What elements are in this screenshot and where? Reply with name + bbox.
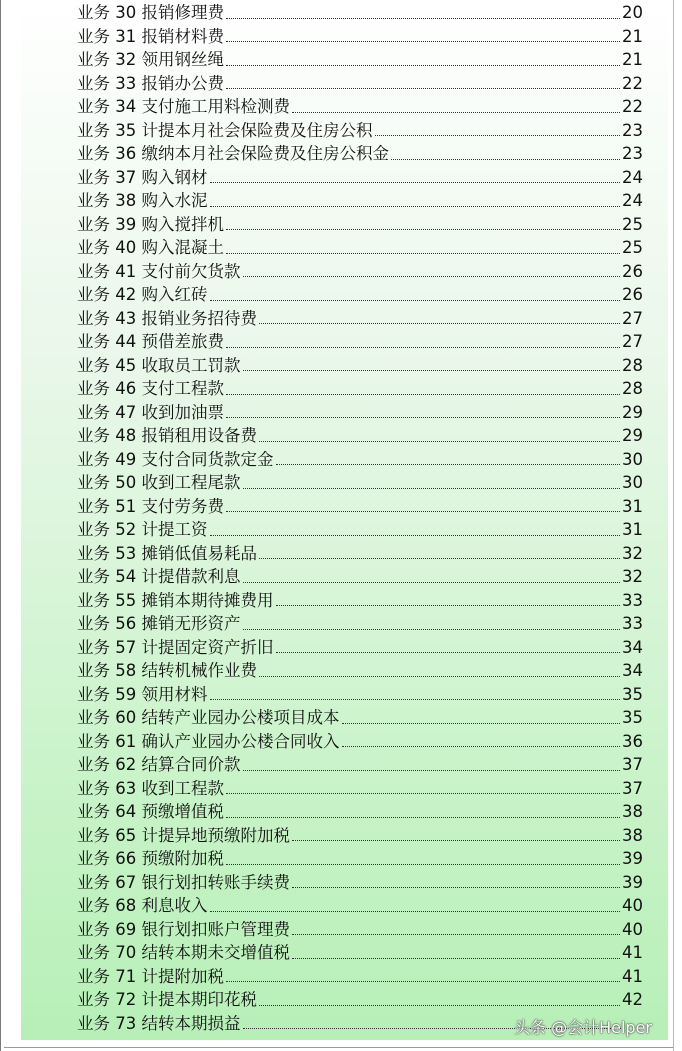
- toc-entry-page-number: 29: [622, 402, 643, 422]
- toc-dot-leader: [210, 299, 621, 301]
- toc-entry-title: 业务 33 报销办公费: [77, 73, 224, 93]
- toc-entry-page-number: 24: [622, 167, 643, 187]
- toc-entry-page-number: 40: [622, 896, 643, 915]
- toc-entry[interactable]: [77, 119, 643, 143]
- toc-entry-title: 业务 54 计提借款利息: [77, 567, 241, 586]
- toc-entry-page-number: 26: [622, 261, 643, 281]
- toc-entry-page-number: 31: [622, 496, 643, 516]
- toc-entry[interactable]: [77, 377, 643, 401]
- toc-entry-page-number: 39: [622, 872, 643, 892]
- toc-entry[interactable]: [77, 260, 643, 284]
- toc-entry[interactable]: [77, 236, 643, 260]
- toc-entry-page-number: 36: [622, 731, 643, 751]
- toc-entry-title: 业务 49 支付合同货款定金: [77, 449, 274, 469]
- toc-entry[interactable]: [77, 824, 643, 848]
- toc-entry-page-number: 28: [622, 355, 643, 375]
- toc-entry[interactable]: [77, 659, 643, 683]
- toc-entry-page-number: 33: [622, 614, 643, 633]
- toc-entry[interactable]: [77, 777, 643, 801]
- toc-entry[interactable]: [77, 213, 643, 237]
- toc-entry[interactable]: [77, 988, 643, 1012]
- toc-dot-leader: [226, 228, 620, 230]
- toc-entry[interactable]: [77, 518, 643, 542]
- toc-entry-title: 业务 48 报销租用设备费: [77, 426, 257, 445]
- toc-entry-page-number: 41: [622, 966, 643, 986]
- toc-dot-leader: [210, 698, 621, 700]
- toc-entry[interactable]: [77, 847, 643, 871]
- toc-entry-title: 业务 61 确认产业园办公楼合同收入: [77, 731, 340, 751]
- toc-entry-title: 业务 51 支付劳务费: [77, 496, 224, 516]
- toc-entry-title: 业务 46 支付工程款: [77, 379, 224, 398]
- toc-entry-title: 业务 53 摊销低值易耗品: [77, 543, 257, 563]
- watermark-text: 头条 @会计Helper: [514, 1018, 652, 1037]
- toc-dot-leader: [276, 651, 621, 653]
- toc-dot-leader: [259, 557, 620, 559]
- toc-entry-title: 业务 56 摊销无形资产: [77, 614, 241, 633]
- toc-entry-page-number: 20: [622, 3, 643, 22]
- toc-entry-page-number: 23: [622, 120, 643, 140]
- toc-entry-page-number: 31: [622, 520, 643, 539]
- toc-entry-page-number: 25: [622, 238, 643, 257]
- toc-dot-leader: [292, 957, 620, 959]
- toc-dot-leader: [243, 275, 621, 277]
- toc-dot-leader: [292, 886, 620, 888]
- toc-dot-leader: [226, 416, 620, 418]
- toc-dot-leader: [342, 722, 621, 724]
- vertical-scrollbar[interactable]: [673, 0, 682, 1051]
- toc-entry-page-number: 22: [622, 97, 643, 116]
- toc-entry[interactable]: [77, 307, 643, 331]
- toc-dot-leader: [243, 769, 621, 771]
- toc-entry-page-number: 21: [622, 26, 643, 46]
- toc-entry-title: 业务 39 购入搅拌机: [77, 214, 224, 234]
- toc-entry-title: 业务 37 购入钢材: [77, 167, 208, 187]
- toc-entry[interactable]: [77, 330, 643, 354]
- toc-dot-leader: [210, 181, 621, 183]
- toc-entry[interactable]: [77, 283, 643, 307]
- toc-dot-leader: [292, 933, 620, 935]
- toc-dot-leader: [210, 534, 621, 536]
- toc-dot-leader: [259, 322, 620, 324]
- toc-entry-page-number: 24: [622, 191, 643, 210]
- toc-entry-title: 业务 42 购入红砖: [77, 285, 208, 304]
- toc-entry-page-number: 37: [622, 778, 643, 798]
- toc-entry[interactable]: [77, 918, 643, 942]
- toc-entry-title: 业务 71 计提附加税: [77, 966, 224, 986]
- toc-entry-title: 业务 70 结转本期未交增值税: [77, 943, 290, 962]
- toc-dot-leader: [226, 87, 620, 89]
- toc-entry[interactable]: [77, 1, 643, 25]
- toc-entry-page-number: 34: [622, 637, 643, 657]
- toc-dot-leader: [226, 863, 620, 865]
- toc-entry[interactable]: [77, 565, 643, 589]
- toc-entry-title: 业务 47 收到加油票: [77, 402, 224, 422]
- toc-entry-page-number: 29: [622, 426, 643, 445]
- toc-entry-page-number: 32: [622, 567, 643, 586]
- toc-dot-leader: [243, 369, 621, 371]
- toc-entry-page-number: 42: [622, 990, 643, 1009]
- toc-entry-title: 业务 63 收到工程款: [77, 778, 224, 798]
- toc-entry-page-number: 39: [622, 849, 643, 868]
- toc-entry[interactable]: [77, 871, 643, 895]
- toc-entry-page-number: 22: [622, 73, 643, 93]
- toc-entry-title: 业务 40 购入混凝土: [77, 238, 224, 257]
- toc-dot-leader: [243, 581, 621, 583]
- toc-entry-title: 业务 45 收取员工罚款: [77, 355, 241, 375]
- toc-entry-page-number: 27: [622, 332, 643, 351]
- toc-entry-page-number: 28: [622, 379, 643, 398]
- toc-entry[interactable]: [77, 542, 643, 566]
- toc-entry[interactable]: [77, 589, 643, 613]
- toc-entry-page-number: 35: [622, 684, 643, 704]
- toc-dot-leader: [259, 675, 620, 677]
- toc-entry-page-number: 38: [622, 802, 643, 821]
- toc-entry-title: 业务 62 结算合同价款: [77, 755, 241, 774]
- toc-entry-page-number: 21: [622, 50, 643, 69]
- toc-dot-leader: [210, 910, 621, 912]
- toc-entry-title: 业务 66 预缴附加税: [77, 849, 224, 868]
- toc-entry-title: 业务 38 购入水泥: [77, 191, 208, 210]
- toc-entry-title: 业务 72 计提本期印花税: [77, 990, 257, 1009]
- toc-entry-page-number: 34: [622, 661, 643, 680]
- toc-dot-leader: [226, 17, 620, 19]
- toc-entry[interactable]: [77, 471, 643, 495]
- toc-entry[interactable]: [77, 189, 643, 213]
- toc-dot-leader: [226, 40, 620, 42]
- toc-entry[interactable]: [77, 706, 643, 730]
- toc-entry-page-number: 30: [622, 473, 643, 492]
- toc-dot-leader: [226, 792, 620, 794]
- toc-entry[interactable]: [77, 48, 643, 72]
- toc-entry-title: 业务 59 领用材料: [77, 684, 208, 704]
- toc-entry-page-number: 23: [622, 144, 643, 163]
- toc-entry-title: 业务 34 支付施工用料检测费: [77, 97, 290, 116]
- toc-entry[interactable]: [77, 941, 643, 965]
- toc-dot-leader: [226, 64, 620, 66]
- toc-entry-title: 业务 55 摊销本期待摊费用: [77, 590, 274, 610]
- toc-entry-title: 业务 69 银行划扣账户管理费: [77, 919, 290, 939]
- toc-entry[interactable]: [77, 800, 643, 824]
- toc-entry[interactable]: [77, 142, 643, 166]
- toc-entry-title: 业务 50 收到工程尾款: [77, 473, 241, 492]
- toc-dot-leader: [226, 816, 620, 818]
- toc-dot-leader: [375, 134, 621, 136]
- toc-entry-title: 业务 35 计提本月社会保险费及住房公积: [77, 120, 373, 140]
- toc-dot-leader: [342, 745, 621, 747]
- toc-entry-title: 业务 73 结转本期损益: [77, 1013, 241, 1033]
- toc-entry-title: 业务 57 计提固定资产折旧: [77, 637, 274, 657]
- toc-dot-leader: [292, 111, 620, 113]
- toc-entry-title: 业务 41 支付前欠货款: [77, 261, 241, 281]
- toc-entry-page-number: 26: [622, 285, 643, 304]
- toc-entry-title: 业务 36 缴纳本月社会保险费及住房公积金: [77, 144, 389, 163]
- toc-entry-title: 业务 65 计提异地预缴附加税: [77, 825, 290, 845]
- toc-entry[interactable]: [77, 495, 643, 519]
- toc-entry-page-number: 33: [622, 590, 643, 610]
- toc-entry[interactable]: [77, 401, 643, 425]
- toc-entry-title: 业务 58 结转机械作业费: [77, 661, 257, 680]
- toc-entry[interactable]: [77, 636, 643, 660]
- toc-entry-title: 业务 67 银行划扣转账手续费: [77, 872, 290, 892]
- toc-entry-title: 业务 64 预缴增值税: [77, 802, 224, 821]
- toc-dot-leader: [276, 463, 621, 465]
- toc-dot-leader: [276, 604, 621, 606]
- table-of-contents: [77, 1, 643, 1035]
- toc-entry-title: 业务 30 报销修理费: [77, 3, 224, 22]
- toc-entry[interactable]: [77, 25, 643, 49]
- toc-entry[interactable]: [77, 424, 643, 448]
- toc-entry-page-number: 30: [622, 449, 643, 469]
- toc-entry-title: 业务 44 预借差旅费: [77, 332, 224, 351]
- toc-entry-title: 业务 68 利息收入: [77, 896, 208, 915]
- toc-entry-page-number: 41: [622, 943, 643, 962]
- toc-dot-leader: [226, 252, 620, 254]
- toc-entry-title: 业务 60 结转产业园办公楼项目成本: [77, 708, 340, 727]
- toc-dot-leader: [243, 628, 621, 630]
- toc-dot-leader: [292, 839, 620, 841]
- toc-entry-page-number: 35: [622, 708, 643, 727]
- toc-entry[interactable]: [77, 965, 643, 989]
- toc-entry[interactable]: [77, 730, 643, 754]
- toc-dot-leader: [259, 1004, 620, 1006]
- toc-dot-leader: [210, 205, 621, 207]
- toc-entry[interactable]: [77, 72, 643, 96]
- toc-entry[interactable]: [77, 683, 643, 707]
- toc-entry-page-number: 40: [622, 919, 643, 939]
- toc-entry-title: 业务 31 报销材料费: [77, 26, 224, 46]
- toc-dot-leader: [391, 158, 620, 160]
- toc-entry[interactable]: [77, 95, 643, 119]
- toc-dot-leader: [259, 440, 620, 442]
- toc-entry[interactable]: [77, 894, 643, 918]
- toc-dot-leader: [226, 346, 620, 348]
- toc-dot-leader: [243, 487, 621, 489]
- toc-entry[interactable]: [77, 448, 643, 472]
- toc-entry-title: 业务 43 报销业务招待费: [77, 308, 257, 328]
- toc-entry[interactable]: [77, 166, 643, 190]
- toc-dot-leader: [226, 393, 620, 395]
- toc-entry[interactable]: [77, 354, 643, 378]
- toc-entry-page-number: 38: [622, 825, 643, 845]
- toc-entry[interactable]: [77, 612, 643, 636]
- toc-entry[interactable]: [77, 753, 643, 777]
- toc-entry-page-number: 32: [622, 543, 643, 563]
- toc-dot-leader: [226, 510, 620, 512]
- toc-entry-title: 业务 52 计提工资: [77, 520, 208, 539]
- toc-entry-page-number: 25: [622, 214, 643, 234]
- toc-entry-page-number: 37: [622, 755, 643, 774]
- toc-entry-title: 业务 32 领用钢丝绳: [77, 50, 224, 69]
- toc-entry-page-number: 27: [622, 308, 643, 328]
- toc-dot-leader: [226, 980, 620, 982]
